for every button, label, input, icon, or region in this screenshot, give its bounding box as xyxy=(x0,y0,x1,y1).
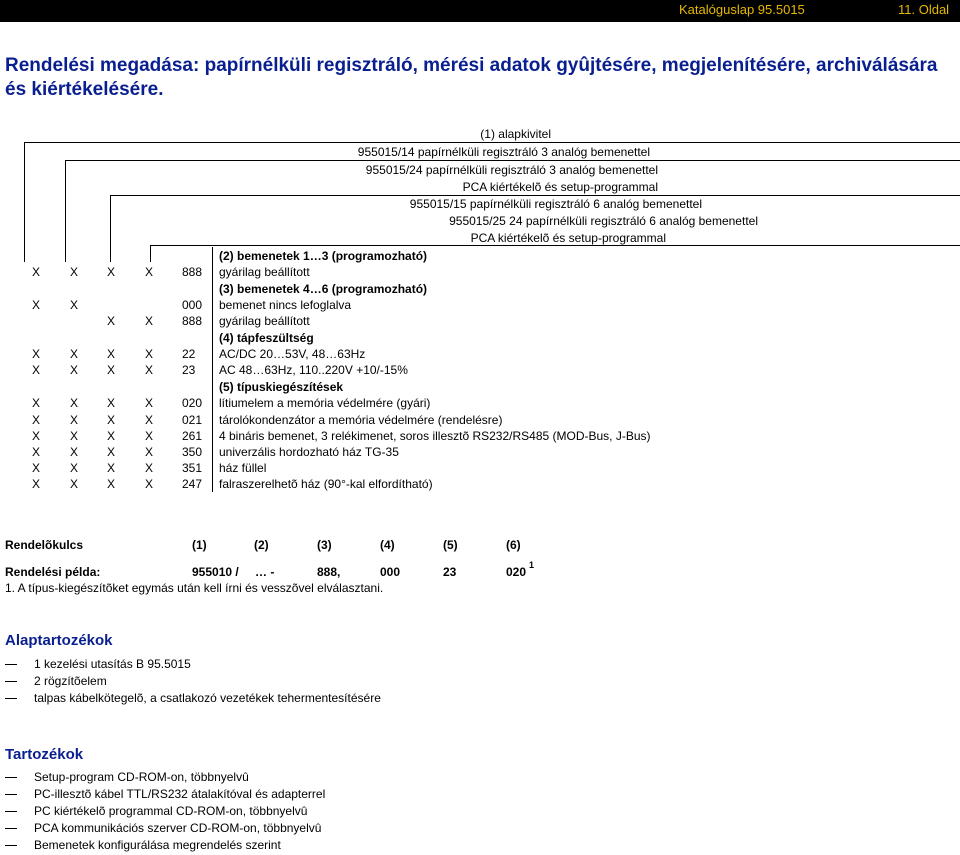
option-header-6: 955015/25 24 papírnélküli regisztráló 6 analóg bemenettel xyxy=(449,214,758,228)
description-cell: bemenet nincs lefoglalva xyxy=(219,298,352,312)
description-cell: ház füllel xyxy=(219,461,267,475)
code-cell: 350 xyxy=(182,445,203,459)
mark-cell: X xyxy=(145,429,154,443)
mark-cell: X xyxy=(32,413,41,427)
mark-cell: X xyxy=(70,298,79,312)
mark-cell: X xyxy=(32,445,41,459)
header-rule xyxy=(65,160,960,161)
code-cell: 000 xyxy=(182,298,203,312)
order-example-value: 23 xyxy=(443,565,457,579)
list-item: Setup-program CD-ROM-on, többnyelvû xyxy=(34,770,249,784)
description-cell: AC/DC 20…53V, 48…63Hz xyxy=(219,347,366,361)
section-heading: (4) tápfeszültség xyxy=(219,331,314,345)
order-key-col: (3) xyxy=(317,538,332,552)
description-cell: AC 48…63Hz, 110..220V +10/-15% xyxy=(219,363,408,377)
header-rule xyxy=(150,245,960,246)
code-separator-rule xyxy=(212,247,213,492)
code-cell: 23 xyxy=(182,363,196,377)
description-cell: lítiumelem a memória védelmére (gyári) xyxy=(219,396,431,410)
option-header-1: (1) alapkivitel xyxy=(480,127,551,141)
list-item: PCA kommunikációs szerver CD-ROM-on, többnyelvû xyxy=(34,821,322,835)
dash-bullet xyxy=(5,664,17,665)
order-example-value: … - xyxy=(255,565,275,579)
order-example-value: 955010 / xyxy=(192,565,239,579)
footnote-marker: 1 xyxy=(529,560,535,570)
header-rule xyxy=(24,142,960,143)
column-rule xyxy=(110,195,111,262)
mark-cell: X xyxy=(107,445,116,459)
code-cell: 021 xyxy=(182,413,203,427)
mark-cell: X xyxy=(145,363,154,377)
code-cell: 22 xyxy=(182,347,196,361)
mark-cell: X xyxy=(107,429,116,443)
mark-cell: X xyxy=(107,477,116,491)
mark-cell: X xyxy=(107,347,116,361)
footnote-text: 1. A típus-kiegészítõket egymás után kell írni és vesszõvel elválasztani. xyxy=(5,581,384,595)
description-cell: tárolókondenzátor a memória védelmére (rendelésre) xyxy=(219,413,503,427)
code-cell: 888 xyxy=(182,265,203,279)
mark-cell: X xyxy=(70,347,79,361)
mark-cell: X xyxy=(70,363,79,377)
mark-cell: X xyxy=(70,396,79,410)
order-example-label: Rendelési példa: xyxy=(5,565,101,579)
accessories-heading: Tartozékok xyxy=(5,746,84,763)
dash-bullet xyxy=(5,828,17,829)
mark-cell: X xyxy=(107,413,116,427)
mark-cell: X xyxy=(32,265,41,279)
order-key-col: (2) xyxy=(254,538,269,552)
dash-bullet xyxy=(5,681,17,682)
mark-cell: X xyxy=(70,413,79,427)
order-key-col: (1) xyxy=(192,538,207,552)
order-key-col: (5) xyxy=(443,538,458,552)
page-header-bar xyxy=(0,0,960,22)
mark-cell: X xyxy=(107,396,116,410)
option-header-2: 955015/14 papírnélküli regisztráló 3 analóg bemenettel xyxy=(357,145,650,159)
code-cell: 261 xyxy=(182,429,203,443)
mark-cell: X xyxy=(32,396,41,410)
dash-bullet xyxy=(5,777,17,778)
column-rule xyxy=(24,142,25,262)
order-example-value: 000 xyxy=(380,565,401,579)
mark-cell: X xyxy=(70,477,79,491)
order-key-col: (4) xyxy=(380,538,395,552)
mark-cell: X xyxy=(107,265,116,279)
list-item: PC kiértékelõ programmal CD-ROM-on, többnyelvû xyxy=(34,804,308,818)
list-item: talpas kábelkötegelõ, a csatlakozó vezetékek tehermentesítésére xyxy=(34,691,381,705)
dash-bullet xyxy=(5,698,17,699)
mark-cell: X xyxy=(145,314,154,328)
option-header-3: 955015/24 papírnélküli regisztráló 3 analóg bemenettel xyxy=(365,163,658,177)
order-key-col: (6) xyxy=(506,538,521,552)
section-heading: (3) bemenetek 4…6 (programozható) xyxy=(219,282,428,296)
mark-cell: X xyxy=(145,445,154,459)
column-rule xyxy=(65,160,66,262)
mark-cell: X xyxy=(70,429,79,443)
header-rule xyxy=(110,195,960,196)
order-key-label: Rendelõkulcs xyxy=(5,538,84,552)
code-cell: 020 xyxy=(182,396,203,410)
list-item: 2 rögzítõelem xyxy=(34,674,107,688)
description-cell: gyárilag beállított xyxy=(219,314,310,328)
mark-cell: X xyxy=(145,347,154,361)
order-example-value: 020 xyxy=(506,565,527,579)
catalog-page-label: Katalóguslap 95.5015 xyxy=(679,2,805,17)
mark-cell: X xyxy=(32,429,41,443)
mark-cell: X xyxy=(32,298,41,312)
mark-cell: X xyxy=(70,265,79,279)
mark-cell: X xyxy=(145,265,154,279)
description-cell: 4 bináris bemenet, 3 relékimenet, soros illesztõ RS232/RS485 (MOD-Bus, J-Bus) xyxy=(219,429,651,443)
list-item: PC-illesztõ kábel TTL/RS232 átalakítóval és adapterrel xyxy=(34,787,326,801)
order-example-value: 888, xyxy=(317,565,341,579)
mark-cell: X xyxy=(145,461,154,475)
basic-accessories-heading: Alaptartozékok xyxy=(5,632,113,649)
list-item: 1 kezelési utasítás B 95.5015 xyxy=(34,657,191,671)
option-header-4: PCA kiértékelõ és setup-programmal xyxy=(462,180,658,194)
dash-bullet xyxy=(5,845,17,846)
option-header-5: 955015/15 papírnélküli regisztráló 6 analóg bemenettel xyxy=(409,197,702,211)
page-number: 11. Oldal xyxy=(898,2,950,17)
mark-cell: X xyxy=(32,347,41,361)
page-title: Rendelési megadása: papírnélküli regisztráló, mérési adatok gyûjtésére, megjelenítésére, archiválására és kiértékelésére. xyxy=(5,55,938,100)
column-rule xyxy=(150,245,151,262)
mark-cell: X xyxy=(107,363,116,377)
mark-cell: X xyxy=(145,413,154,427)
mark-cell: X xyxy=(145,477,154,491)
code-cell: 351 xyxy=(182,461,203,475)
mark-cell: X xyxy=(70,445,79,459)
mark-cell: X xyxy=(32,461,41,475)
mark-cell: X xyxy=(32,363,41,377)
mark-cell: X xyxy=(32,477,41,491)
option-header-7: PCA kiértékelõ és setup-programmal xyxy=(470,231,666,245)
mark-cell: X xyxy=(107,314,116,328)
code-cell: 247 xyxy=(182,477,203,491)
mark-cell: X xyxy=(70,461,79,475)
code-cell: 888 xyxy=(182,314,203,328)
section-heading: (5) típuskiegészítések xyxy=(219,380,344,394)
mark-cell: X xyxy=(145,396,154,410)
mark-cell: X xyxy=(107,461,116,475)
description-cell: univerzális hordozható ház TG-35 xyxy=(219,445,399,459)
section-heading: (2) bemenetek 1…3 (programozható) xyxy=(219,249,428,263)
description-cell: gyárilag beállított xyxy=(219,265,310,279)
dash-bullet xyxy=(5,794,17,795)
list-item: Bemenetek konfigurálása megrendelés szerint xyxy=(34,838,281,852)
description-cell: falraszerelhetõ ház (90°-kal elfordítható) xyxy=(219,477,433,491)
dash-bullet xyxy=(5,811,17,812)
